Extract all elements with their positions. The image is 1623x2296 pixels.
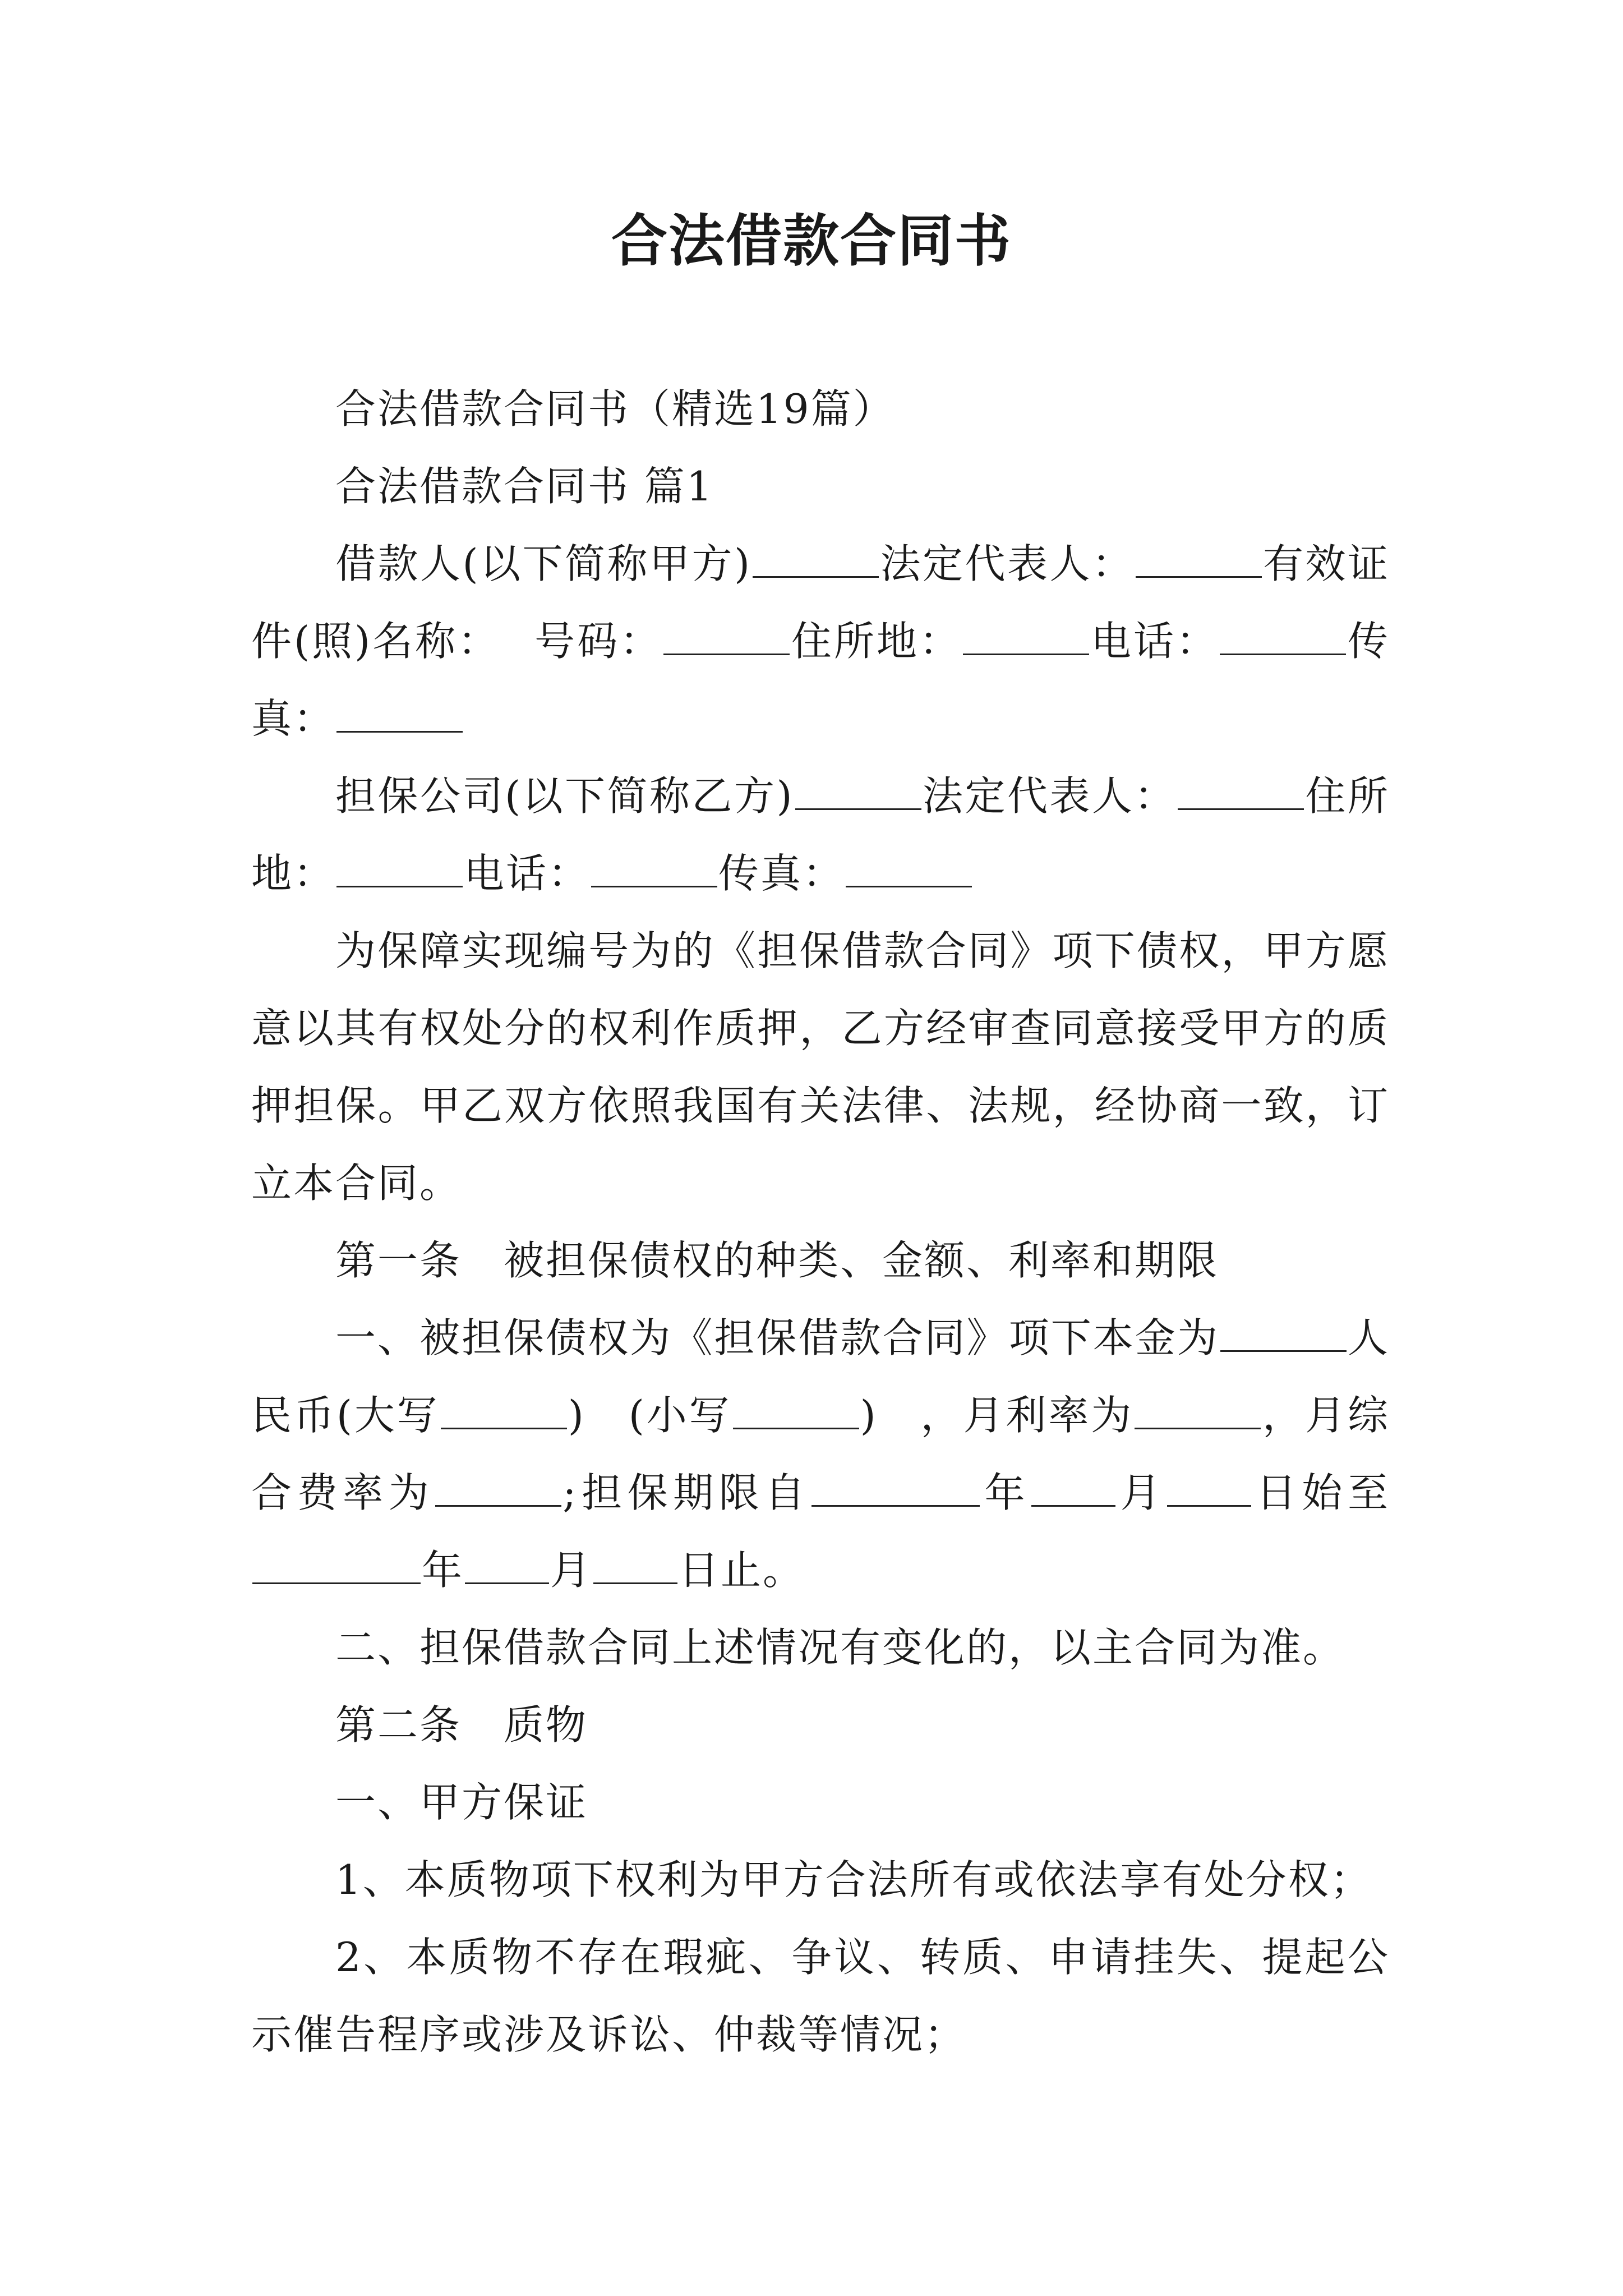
guarantor-label: 担保公司(以下简称乙方) xyxy=(335,772,794,820)
paragraph-guarantor xyxy=(251,757,1390,912)
blank-line xyxy=(1220,1315,1347,1352)
paragraph-section-heading: 合法借款合同书 篇1 xyxy=(335,463,714,510)
legal-rep-label: 法定代表人： xyxy=(922,772,1177,820)
blank-line xyxy=(753,541,879,578)
paragraph-change-clause: 二、担保借款合同上述情况有变化的，以主合同为准。 xyxy=(335,1624,1345,1671)
text-segment: 月 xyxy=(550,1547,593,1594)
blank-line xyxy=(441,1393,567,1429)
blank-line xyxy=(593,1548,677,1584)
fax-label: 传真： xyxy=(718,850,845,897)
address-label: 住所地： xyxy=(791,618,962,665)
text-segment: ，月综合费率为 xyxy=(251,1392,1390,1516)
blank-line xyxy=(795,774,921,810)
blank-line xyxy=(1178,774,1304,810)
borrower-label: 借款人(以下简称甲方) xyxy=(335,540,752,587)
legal-rep-label: 法定代表人： xyxy=(880,540,1135,587)
blank-line xyxy=(465,1548,549,1584)
paragraph-item-1: 1、本质物项下权利为甲方合法所有或依法享有处分权； xyxy=(335,1856,1372,1903)
blank-line xyxy=(336,851,463,887)
paragraph-borrower xyxy=(251,525,1390,757)
phone-label: 电话： xyxy=(1090,618,1219,665)
document-title: 合法借款合同书 xyxy=(611,208,1012,274)
blank-line xyxy=(663,619,790,655)
text-segment: 日始至 xyxy=(1252,1469,1390,1516)
blank-line xyxy=(336,696,463,733)
text-segment: 一、被担保债权为《担保借款合同》项下本金为 xyxy=(335,1314,1219,1361)
paragraph-subtitle: 合法借款合同书（精选19篇） xyxy=(335,385,895,432)
text-segment: 年 xyxy=(980,1469,1031,1516)
text-segment: ;担保期限自 xyxy=(562,1469,810,1516)
paragraph-debt-details xyxy=(251,1299,1390,1609)
paragraph-party-a-guarantee: 一、甲方保证 xyxy=(335,1779,588,1826)
paragraph-article-2: 第二条 质物 xyxy=(335,1701,588,1749)
blank-line xyxy=(1135,1393,1261,1429)
address-label: 住所地： xyxy=(251,772,1390,897)
blank-line xyxy=(1136,541,1262,578)
text-segment: 日止。 xyxy=(679,1547,805,1594)
paragraph-item-2: 2、本质物不存在瑕疵、争议、转质、申请挂失、提起公示催告程序或涉及诉讼、仲裁等情况； xyxy=(251,1934,1390,2058)
paragraph-article-1: 第一条 被担保债权的种类、金额、利率和期限 xyxy=(335,1237,1219,1284)
blank-line xyxy=(846,851,972,887)
text-segment: 人民币(大写 xyxy=(251,1314,1390,1439)
blank-line xyxy=(252,1548,421,1584)
number-label: 号码： xyxy=(534,618,663,665)
paragraph-purpose: 为保障实现编号为的《担保借款合同》项下债权，甲方愿意以其有权处分的权利作质押，乙方经审查同意接受甲方的质押担保。甲乙双方依照我国有关法律、法规，经协商一致，订立本合同。 xyxy=(251,927,1390,1207)
text-segment: ) ，月利率为 xyxy=(860,1392,1134,1439)
blank-line xyxy=(1220,619,1346,655)
blank-line xyxy=(1167,1470,1251,1507)
text-segment: 年 xyxy=(422,1547,464,1594)
text-segment: 月 xyxy=(1117,1469,1166,1516)
blank-line xyxy=(733,1393,859,1429)
blank-line xyxy=(811,1470,980,1507)
blank-line xyxy=(591,851,717,887)
blank-line xyxy=(1031,1470,1115,1507)
id-name-label: 有效证件(照)名称： xyxy=(251,540,1390,665)
document-body xyxy=(251,370,1390,2073)
blank-line xyxy=(435,1470,561,1507)
phone-label: 电话： xyxy=(464,850,591,897)
blank-line xyxy=(963,619,1089,655)
fax-label: 传真： xyxy=(251,618,1390,742)
text-segment: ) (小写 xyxy=(568,1392,732,1439)
